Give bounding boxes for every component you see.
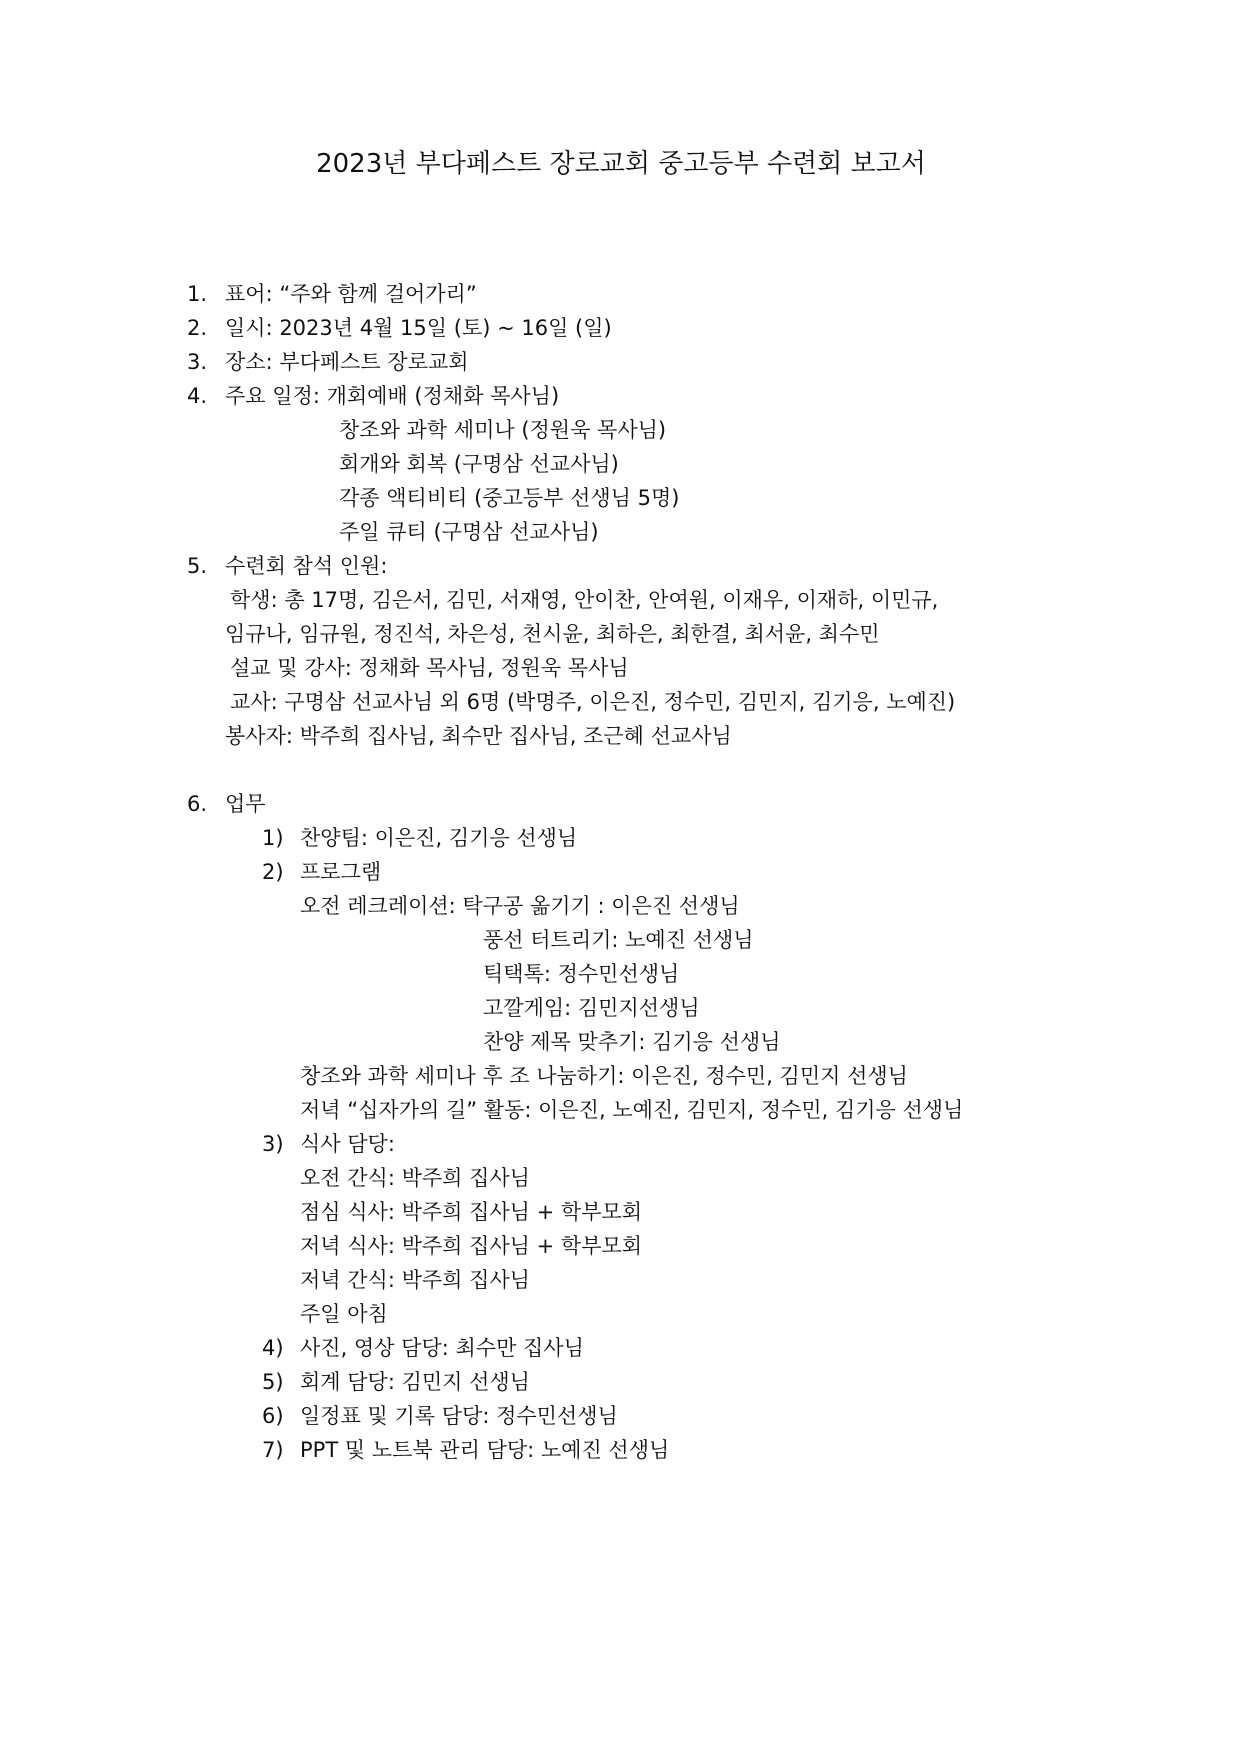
item-text: 장소: 부다페스트 장로교회 [225, 350, 469, 374]
item-number: 4. [187, 384, 208, 408]
meal-line: 저녁 간식: 박주희 집사님 [300, 1268, 530, 1292]
sub-item-number: 5) [262, 1370, 284, 1394]
program-line: 고깔게임: 김민지선생님 [483, 996, 700, 1020]
sub-item-text: 일정표 및 기록 담당: 정수민선생님 [300, 1404, 618, 1428]
sub-item-number: 4) [262, 1336, 284, 1360]
item-number: 6. [187, 792, 208, 816]
students-line: 임규나, 임규원, 정진석, 차은성, 천시윤, 최하은, 최한결, 최서윤, 최수민 [225, 622, 880, 646]
sub-item-number: 1) [262, 826, 284, 850]
speakers-line: 설교 및 강사: 정채화 목사님, 정원욱 목사님 [230, 656, 629, 680]
item-text: 일시: 2023년 4월 15일 (토) ~ 16일 (일) [225, 316, 612, 340]
sub-item-number: 7) [262, 1438, 284, 1462]
sub-item-number: 2) [262, 860, 284, 884]
schedule-line: 회개와 회복 (구명삼 선교사님) [339, 452, 619, 476]
meal-line: 오전 간식: 박주희 집사님 [300, 1166, 530, 1190]
sub-item-number: 6) [262, 1404, 284, 1428]
sub-item-text: 프로그램 [300, 860, 382, 884]
meal-line: 점심 식사: 박주희 집사님 + 학부모회 [300, 1200, 643, 1224]
item-text: 업무 [225, 792, 266, 816]
item-number: 2. [187, 316, 208, 340]
program-line: 찬양 제목 맞추기: 김기응 선생님 [483, 1030, 781, 1054]
sub-item-text: 찬양팀: 이은진, 김기응 선생님 [300, 826, 578, 850]
schedule-line: 창조와 과학 세미나 (정원욱 목사님) [339, 418, 667, 442]
teachers-line: 교사: 구명삼 선교사님 외 6명 (박명주, 이은진, 정수민, 김민지, 김기응, 노예진) [230, 690, 956, 714]
sub-item-text: 식사 담당: [300, 1132, 395, 1156]
program-line: 오전 레크레이션: 탁구공 옮기기 : 이은진 선생님 [300, 894, 740, 918]
item-number: 5. [187, 554, 208, 578]
sub-item-text: PPT 및 노트북 관리 담당: 노예진 선생님 [300, 1438, 670, 1462]
program-line: 틱택톡: 정수민선생님 [483, 962, 680, 986]
sub-item-text: 회계 담당: 김민지 선생님 [300, 1370, 530, 1394]
program-line: 풍선 터트리기: 노예진 선생님 [483, 928, 754, 952]
schedule-line: 주일 큐티 (구명삼 선교사님) [339, 520, 599, 544]
program-line: 저녁 “십자가의 길” 활동: 이은진, 노예진, 김민지, 정수민, 김기응 선생님 [300, 1098, 964, 1122]
program-line: 창조와 과학 세미나 후 조 나눔하기: 이은진, 정수민, 김민지 선생님 [300, 1064, 908, 1088]
item-number: 1. [187, 282, 208, 306]
item-text: 수련회 참석 인원: [225, 554, 388, 578]
students-line: 학생: 총 17명, 김은서, 김민, 서재영, 안이찬, 안여원, 이재우, 이재하, 이민규, [230, 588, 939, 612]
sub-item-text: 사진, 영상 담당: 최수만 집사님 [300, 1336, 584, 1360]
item-text: 표어: “주와 함께 걸어가리” [225, 282, 477, 306]
page-title: 2023년 부다페스트 장로교회 중고등부 수련회 보고서 [316, 149, 926, 179]
meal-line: 주일 아침 [300, 1302, 388, 1326]
item-text: 주요 일정: 개회예배 (정채화 목사님) [225, 384, 560, 408]
schedule-line: 각종 액티비티 (중고등부 선생님 5명) [339, 486, 680, 510]
volunteers-line: 봉사자: 박주희 집사님, 최수만 집사님, 조근혜 선교사님 [225, 724, 732, 748]
item-number: 3. [187, 350, 208, 374]
sub-item-number: 3) [262, 1132, 284, 1156]
meal-line: 저녁 식사: 박주희 집사님 + 학부모회 [300, 1234, 643, 1258]
